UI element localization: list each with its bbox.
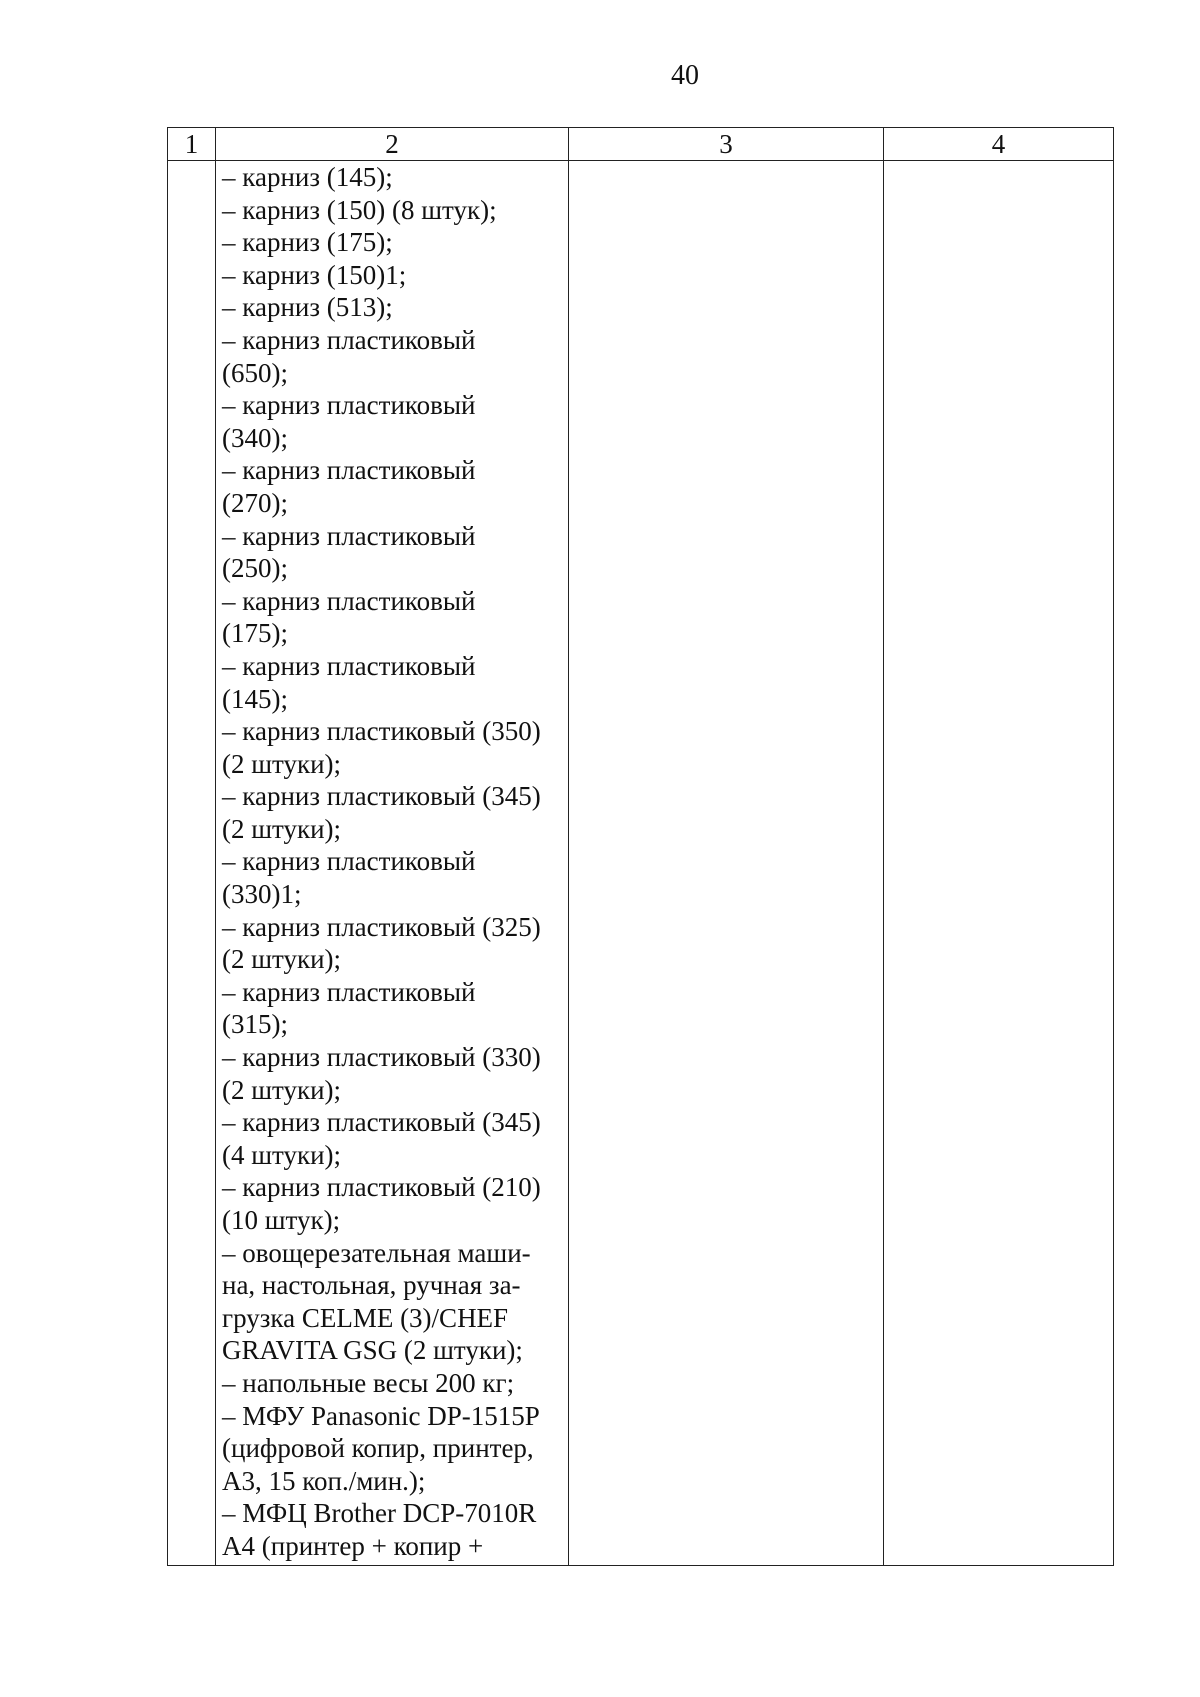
item-line: – карниз пластиковый: [222, 846, 476, 877]
item-line: – карниз пластиковый (210): [222, 1172, 541, 1203]
item-line: – карниз пластиковый: [222, 455, 476, 486]
item-line: (330)1;: [222, 879, 302, 910]
item-line: – карниз (145);: [222, 162, 393, 192]
item-line: – МФЦ Brother DCP-7010R: [222, 1498, 537, 1529]
item-line: – карниз пластиковый (350): [222, 716, 541, 747]
item-line: (340);: [222, 422, 288, 453]
cell-col-1: [168, 161, 216, 1566]
item-line: – карниз (150)1;: [222, 259, 407, 290]
items-cell: [216, 161, 569, 1566]
page-number: 40: [671, 60, 699, 91]
item-line: (4 штуки);: [222, 1139, 342, 1170]
item-line: – карниз (175);: [222, 227, 393, 258]
item-line: (270);: [222, 487, 288, 518]
item-line: – МФУ Panasonic DP-1515P: [222, 1400, 540, 1431]
item-line: – карниз (150) (8 штук);: [222, 194, 497, 225]
item-line: – карниз пластиковый: [222, 585, 476, 616]
item-line: (10 штук);: [222, 1205, 341, 1235]
item-line: – карниз пластиковый: [222, 324, 476, 355]
item-line: – карниз пластиковый: [222, 520, 476, 551]
item-line: (2 штуки);: [222, 813, 342, 844]
column-header-3: 3: [569, 128, 884, 161]
item-line: – карниз пластиковый (345): [222, 781, 541, 812]
item-line: GRAVITA GSG (2 штуки);: [222, 1335, 523, 1366]
cell-col-4: [884, 161, 1114, 1566]
table-row: [168, 161, 1114, 1566]
column-header-4: 4: [884, 128, 1114, 161]
item-line: (250);: [222, 553, 288, 584]
item-line: (2 штуки);: [222, 1074, 342, 1105]
item-line: – овощерезательная маши-: [222, 1237, 531, 1268]
item-line: (145);: [222, 683, 288, 714]
document-table: [167, 127, 1114, 1566]
item-line: – карниз пластиковый (330): [222, 1042, 541, 1073]
column-header-2: 2: [216, 128, 569, 161]
column-header-1: 1: [168, 128, 216, 161]
item-line: (650);: [222, 357, 288, 388]
item-line: – карниз пластиковый: [222, 390, 476, 421]
item-line: (цифровой копир, принтер,: [222, 1433, 534, 1464]
item-line: – карниз пластиковый (325): [222, 911, 541, 942]
item-line: (2 штуки);: [222, 944, 342, 975]
item-line: грузка CELME (3)/CHEF: [222, 1302, 509, 1333]
item-line: – карниз пластиковый: [222, 976, 476, 1007]
item-line: (175);: [222, 618, 288, 649]
item-line: – карниз (513);: [222, 292, 393, 323]
cell-col-3: [569, 161, 884, 1566]
item-line: на, настольная, ручная за-: [222, 1270, 521, 1301]
item-line: (315);: [222, 1009, 288, 1040]
item-line: – карниз пластиковый: [222, 650, 476, 681]
item-line: (2 штуки);: [222, 748, 342, 779]
item-line: – карниз пластиковый (345): [222, 1107, 541, 1138]
item-line: – напольные весы 200 кг;: [222, 1367, 515, 1398]
item-line: A4 (принтер + копир +: [222, 1530, 484, 1561]
table-header-row: [168, 128, 1114, 161]
item-line: A3, 15 коп./мин.);: [222, 1465, 426, 1496]
